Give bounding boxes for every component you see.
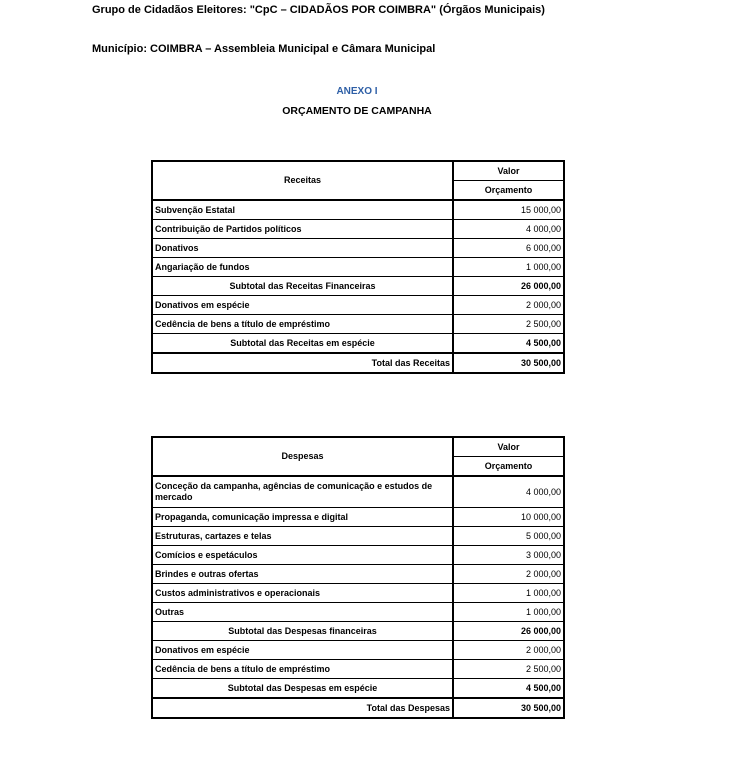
row-label: Conceção da campanha, agências de comunicação e estudos de mercado <box>152 476 453 508</box>
despesas-valor-label: Valor <box>453 437 564 457</box>
row-label: Contribuição de Partidos políticos <box>152 220 453 239</box>
row-label: Subvenção Estatal <box>152 200 453 220</box>
subtotal-label: Subtotal das Despesas financeiras <box>152 622 453 641</box>
row-label: Cedência de bens a título de empréstimo <box>152 315 453 334</box>
despesas-orcamento-label: Orçamento <box>453 457 564 477</box>
table-row <box>152 660 564 679</box>
row-value: 3 000,00 <box>453 546 564 565</box>
row-label: Donativos em espécie <box>152 641 453 660</box>
despesas-table <box>151 436 565 719</box>
subtotal-value: 4 500,00 <box>453 334 564 354</box>
row-label: Propaganda, comunicação impressa e digital <box>152 508 453 527</box>
row-label: Cedência de bens a título de empréstimo <box>152 660 453 679</box>
subtotal-value: 26 000,00 <box>453 622 564 641</box>
table-row <box>152 476 564 508</box>
table-row <box>152 239 564 258</box>
table-row <box>152 641 564 660</box>
row-label: Donativos <box>152 239 453 258</box>
row-value: 1 000,00 <box>453 584 564 603</box>
subtotal-row <box>152 334 564 354</box>
despesas-heading: Despesas <box>152 437 453 476</box>
total-label: Total das Despesas <box>152 698 453 718</box>
subtotal-row <box>152 277 564 296</box>
table-row <box>152 603 564 622</box>
row-value: 4 000,00 <box>453 476 564 508</box>
subtotal-label: Subtotal das Receitas em espécie <box>152 334 453 354</box>
row-value: 1 000,00 <box>453 603 564 622</box>
subtotal-label: Subtotal das Receitas Financeiras <box>152 277 453 296</box>
receitas-header-row <box>152 161 564 181</box>
row-label: Angariação de fundos <box>152 258 453 277</box>
row-label: Custos administrativos e operacionais <box>152 584 453 603</box>
subtotal-label: Subtotal das Despesas em espécie <box>152 679 453 699</box>
table-row <box>152 527 564 546</box>
row-value: 2 000,00 <box>453 565 564 584</box>
total-row <box>152 353 564 373</box>
row-value: 2 500,00 <box>453 660 564 679</box>
table-row <box>152 584 564 603</box>
table-row <box>152 508 564 527</box>
total-value: 30 500,00 <box>453 698 564 718</box>
municipality-line: Município: COIMBRA – Assembleia Municipal e Câmara Municipal <box>92 43 436 55</box>
receitas-table <box>151 160 565 374</box>
row-value: 2 000,00 <box>453 296 564 315</box>
row-label: Comícios e espetáculos <box>152 546 453 565</box>
subtotal-row <box>152 622 564 641</box>
table-row <box>152 546 564 565</box>
table-row <box>152 296 564 315</box>
subtotal-row <box>152 679 564 699</box>
table-row <box>152 315 564 334</box>
row-value: 4 000,00 <box>453 220 564 239</box>
total-value: 30 500,00 <box>453 353 564 373</box>
table-row <box>152 220 564 239</box>
row-label: Donativos em espécie <box>152 296 453 315</box>
row-label: Estruturas, cartazes e telas <box>152 527 453 546</box>
subtotal-value: 4 500,00 <box>453 679 564 699</box>
document-title: ORÇAMENTO DE CAMPANHA <box>282 105 432 117</box>
row-value: 2 000,00 <box>453 641 564 660</box>
row-value: 5 000,00 <box>453 527 564 546</box>
table-row <box>152 258 564 277</box>
row-value: 15 000,00 <box>453 200 564 220</box>
annex-label: ANEXO I <box>336 86 378 97</box>
subtotal-value: 26 000,00 <box>453 277 564 296</box>
total-row <box>152 698 564 718</box>
despesas-header-row <box>152 437 564 457</box>
row-label: Brindes e outras ofertas <box>152 565 453 584</box>
receitas-orcamento-label: Orçamento <box>453 181 564 201</box>
row-label: Outras <box>152 603 453 622</box>
receitas-heading: Receitas <box>152 161 453 200</box>
total-label: Total das Receitas <box>152 353 453 373</box>
row-value: 1 000,00 <box>453 258 564 277</box>
receitas-valor-label: Valor <box>453 161 564 181</box>
table-row <box>152 565 564 584</box>
table-row <box>152 200 564 220</box>
row-value: 2 500,00 <box>453 315 564 334</box>
row-value: 6 000,00 <box>453 239 564 258</box>
row-value: 10 000,00 <box>453 508 564 527</box>
group-line: Grupo de Cidadãos Eleitores: "CpC – CIDADÃOS POR COIMBRA" (Órgãos Municipais) <box>92 4 545 16</box>
